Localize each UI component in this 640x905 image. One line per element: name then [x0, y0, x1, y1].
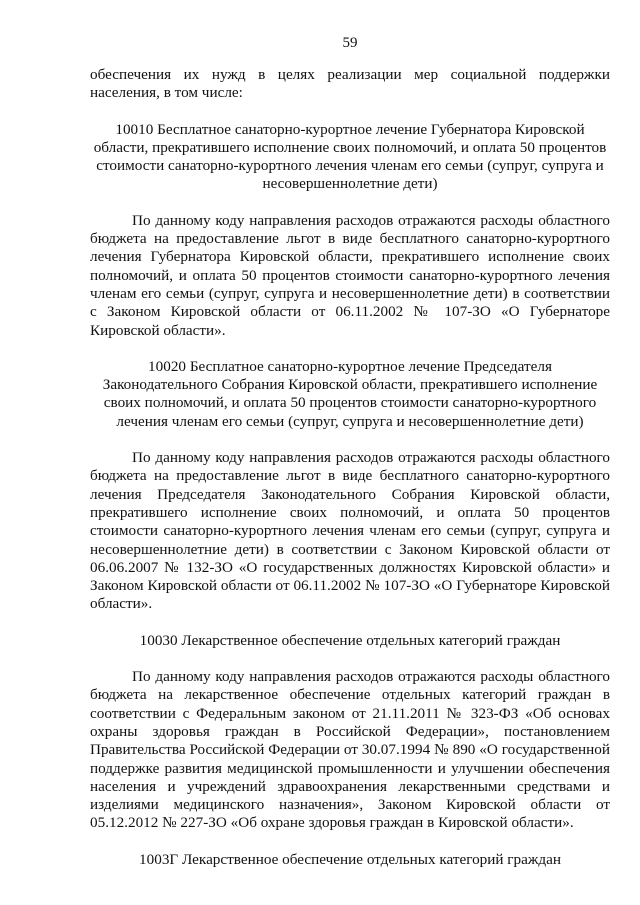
- section-body-10020: По данному коду направления расходов отражаются расходы областного бюджета на предоставление льгот в виде бесплатного санаторно-курортного лечения Председателя Законодательного Собрания Кировской области, прекратившего исполнение своих полномочий, и оплата 50 процентов стоимости санаторно-курортного лечения членам его семьи (супруг, супруга и несовершеннолетние дети) в соответствии с Законом Кировской области от 06.06.2007 № 132-ЗО «О государственных должностях Кировской области» и Законом Кировской области от 06.11.2002 № 107-ЗО «О Губернаторе Кировской области».: [90, 449, 610, 613]
- section-heading-1003G: 1003Г Лекарственное обеспечение отдельных категорий граждан: [139, 850, 561, 868]
- document-page: [90, 34, 610, 869]
- section-heading-10020: 10020 Бесплатное санаторно-курортное лечение Председателя Законодательного Собрания Кировской области, прекратившего исполнение своих полномочий, и оплата 50 процентов стоимости санаторно-курортного лечения членам его семьи (супруг, супруга и несовершеннолетние дети): [102, 357, 598, 430]
- section-heading-10010: 10010 Бесплатное санаторно-курортное лечение Губернатора Кировской области, прекратившего исполнение своих полномочий, и оплата 50 процентов стоимости санаторно-курортного лечения членам его семьи (супруг, супруга и несовершеннолетние дети): [93, 120, 607, 193]
- section-body-10010: По данному коду направления расходов отражаются расходы областного бюджета на предоставление льгот в виде бесплатного санаторно-курортного лечения Губернатора Кировской области, прекратившего исполнение своих полномочий, и оплата 50 процентов стоимости санаторно-курортного лечения членам его семьи (супруг, супруга и несовершеннолетние дети) в соответствии с Законом Кировской области от 06.11.2002 № 107-ЗО «О Губернаторе Кировской области».: [90, 211, 610, 339]
- section-heading-10030: 10030 Лекарственное обеспечение отдельных категорий граждан: [139, 631, 561, 649]
- page-number: 59: [342, 35, 358, 51]
- section-body-10030: По данному коду направления расходов отражаются расходы областного бюджета на лекарственное обеспечение отдельных категорий граждан в соответствии с Федеральным законом от 21.11.2011 № 323-ФЗ «Об основах охраны здоровья граждан в Российской Федерации», постановлением Правительства Российской Федерации от 30.07.1994 № 890 «О государственной поддержке развития медицинской промышленности и улучшении обеспечения населения и учреждений здравоохранения лекарственными средствами и изделиями медицинского назначения», Законом Кировской области от 05.12.2012 № 227-ЗО «Об охране здоровья граждан в Кировской области».: [90, 668, 610, 832]
- intro-paragraph: обеспечения их нужд в целях реализации мер социальной поддержки населения, в том числе:: [90, 66, 610, 102]
